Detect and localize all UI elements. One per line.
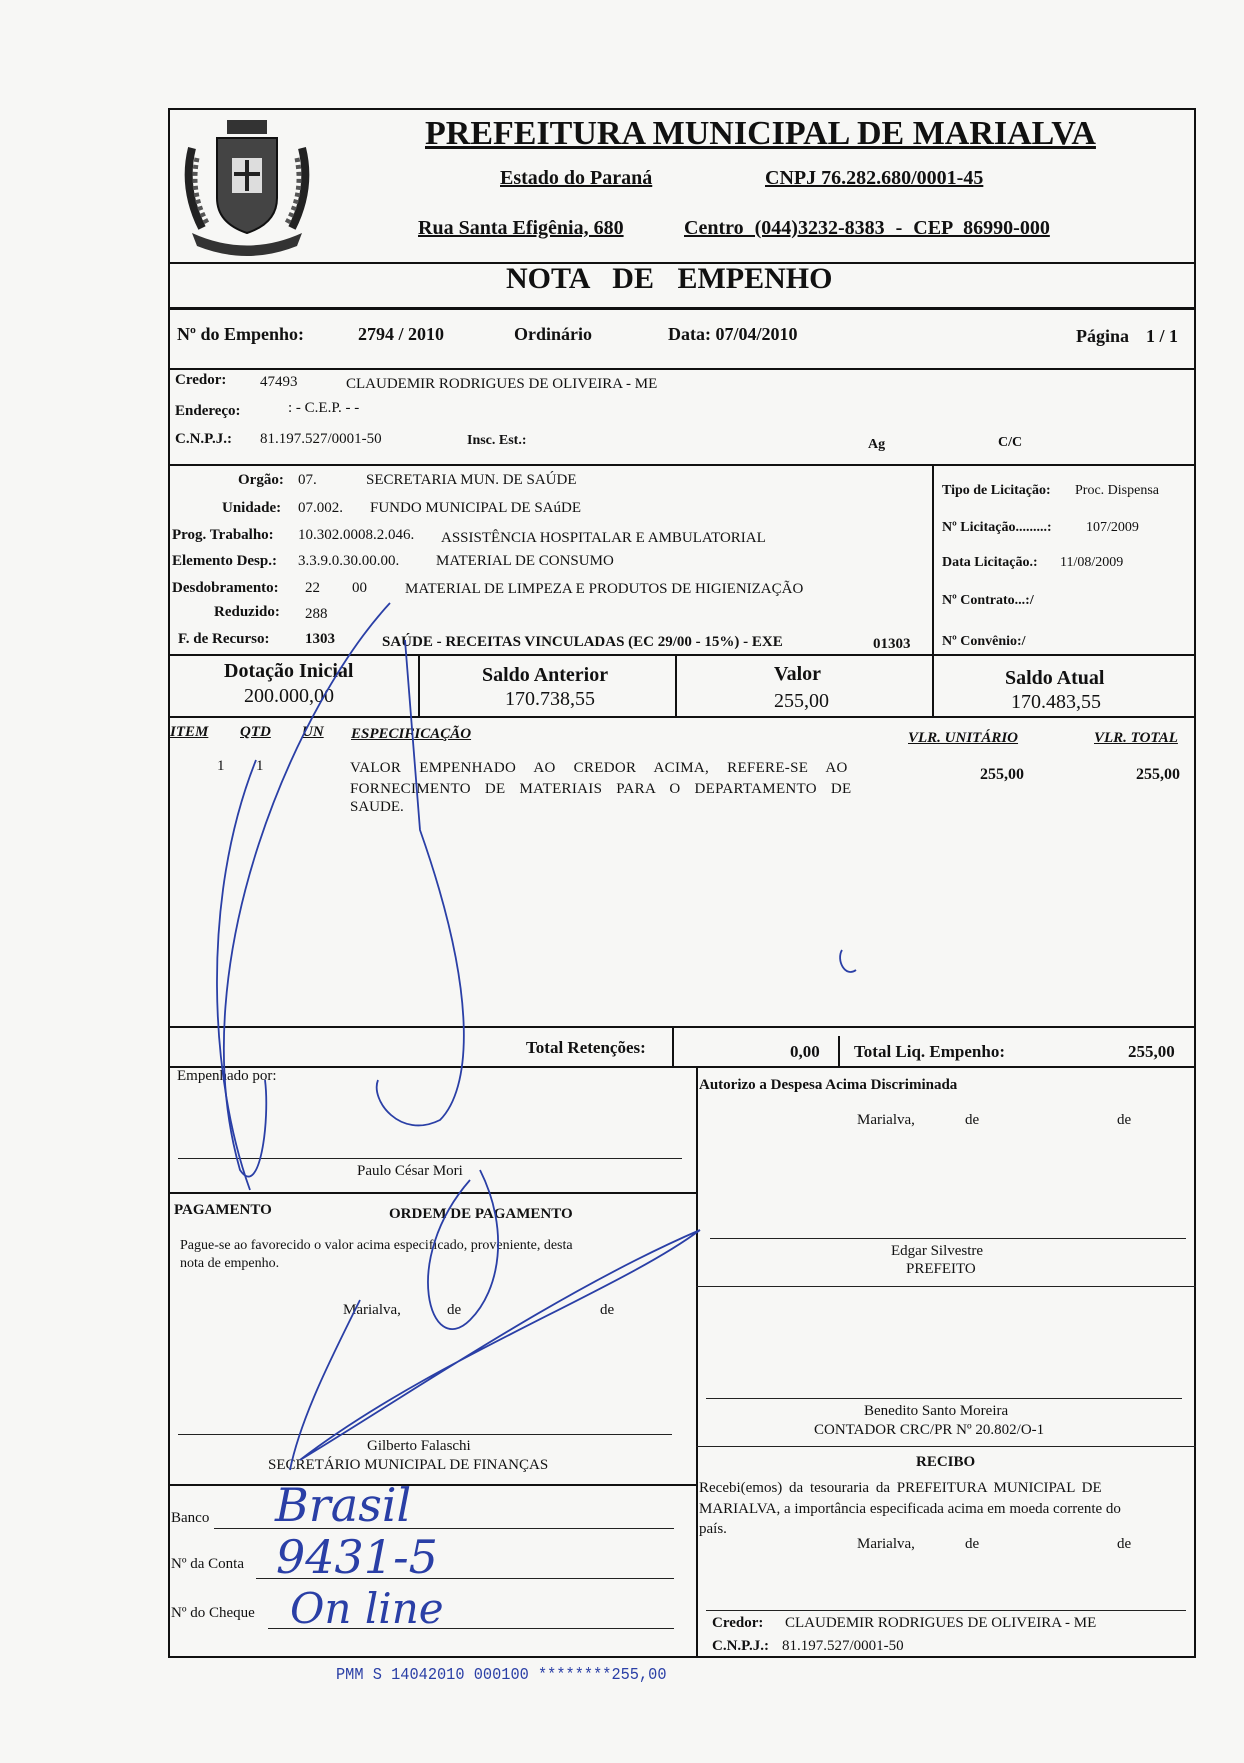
unidade-label: Unidade: [222,500,282,516]
contador-name: Benedito Santo Moreira [864,1403,1009,1419]
desdobramento-name: MATERIAL DE LIMPEZA E PRODUTOS DE HIGIENIZAÇÃO [405,581,804,597]
prefeito-title: PREFEITO [906,1261,976,1277]
item-qtd: 1 [256,758,264,774]
desdobramento-code2: 00 [352,580,367,596]
col-vlr-unitario: VLR. UNITÁRIO [908,730,1019,746]
place-date-2: Marialva, [343,1302,401,1318]
empenhado-name: Paulo César Mori [357,1163,463,1179]
col-especificacao: ESPECIFICAÇÃO [351,726,472,742]
reduzido-value: 288 [305,606,328,622]
recibo-credor-label: Credor: [712,1615,764,1631]
place-date-1: Marialva, [857,1112,915,1128]
empenho-date: Data: 07/04/2010 [668,324,798,344]
col-item: ITEM [170,724,209,740]
saldo-atual-value: 170.483,55 [1011,691,1101,713]
place-date-3: Marialva, [857,1536,915,1552]
header-address: Centro (044)3232-8383 - CEP 86990-000 [684,217,1050,239]
header-cnpj: CNPJ 76.282.680/0001-45 [765,167,984,189]
empenhado-label: Empenhado por: [177,1068,277,1084]
state-name: Estado do Paraná [500,167,653,189]
credor-code: 47493 [260,374,298,390]
conta-handwritten: 9431-5 [276,1530,438,1584]
item-unit-value: 255,00 [980,766,1024,783]
num-licitacao: 107/2009 [1086,520,1139,535]
de-2a: de [447,1302,462,1318]
item-number: 1 [217,758,225,774]
page-number: 1 / 1 [1146,326,1179,346]
prefeito-name: Edgar Silvestre [891,1243,984,1259]
ag-label: Ag [868,437,886,452]
prog-label: Prog. Trabalho: [172,527,274,543]
data-licitacao: 11/08/2009 [1060,555,1124,570]
col-qtd: QTD [240,724,271,740]
item-espec-line1: VALOR EMPENHADO AO CREDOR ACIMA, REFERE-SE AO [350,760,848,776]
orgao-name: SECRETARIA MUN. DE SAÚDE [366,472,577,488]
recurso-name: SAÚDE - RECEITAS VINCULADAS (EC 29/00 - 15%) - EXE [382,634,783,650]
tipo-licitacao: Proc. Dispensa [1075,483,1159,498]
col-vlr-total: VLR. TOTAL [1094,730,1178,746]
secretario-name: Gilberto Falaschi [367,1438,471,1454]
endereco-label: Endereço: [175,403,241,419]
desdobramento-code1: 22 [305,580,320,596]
secretario-title: SECRETÁRIO MUNICIPAL DE FINANÇAS [268,1457,549,1473]
valor-label: Valor [774,663,822,685]
doc-title: NOTA DE EMPENHO [506,262,833,295]
empenho-number: 2794 / 2010 [358,324,445,344]
tipo-licitacao-label: Tipo de Licitação: [942,483,1051,498]
data-licitacao-label: Data Licitação.: [942,555,1038,570]
autorizo-text: Autorizo a Despesa Acima Discriminada [699,1077,958,1093]
item-espec-line3: SAUDE. [350,799,404,815]
dotacao-label: Dotação Inicial [224,660,354,682]
empenho-number-label: Nº do Empenho: [177,324,304,344]
recibo-line1: Recebi(emos) da tesouraria da PREFEITURA MUNICIPAL DE [699,1480,1102,1496]
recibo-cnpj-label: C.N.P.J.: [712,1638,769,1654]
credor-cnpj: 81.197.527/0001-50 [260,431,382,447]
dotacao-value: 200.000,00 [244,685,334,707]
col-un: UN [302,724,324,740]
cheque-handwritten: On line [290,1584,444,1633]
item-espec-line2: FORNECIMENTO DE MATERIAIS PARA O DEPARTAMENTO DE [350,781,852,797]
orgao-code: 07. [298,472,317,488]
valor-value: 255,00 [774,690,829,712]
total-retencoes-value: 0,00 [790,1042,820,1061]
recibo-line2: MARIALVA, a importância especificada acima em moeda corrente do [699,1501,1121,1517]
recibo-line3: país. [699,1521,727,1537]
de-3a: de [965,1536,980,1552]
page-label: Página [1076,326,1130,346]
recurso-code2: 01303 [873,636,911,652]
contrato-label: Nº Contrato...:/ [942,593,1034,608]
recibo-credor: CLAUDEMIR RODRIGUES DE OLIVEIRA - ME [785,1615,1097,1631]
cnpj-label: C.N.P.J.: [175,431,232,447]
conta-label: Nº da Conta [171,1556,244,1572]
de-3b: de [1117,1536,1132,1552]
insc-est-label: Insc. Est.: [467,433,527,448]
unidade-name: FUNDO MUNICIPAL DE SAúDE [370,500,581,516]
pagamento-label: PAGAMENTO [174,1202,272,1218]
banco-label: Banco [171,1510,210,1526]
credor-label: Credor: [175,372,227,388]
prog-name: ASSISTÊNCIA HOSPITALAR E AMBULATORIAL [441,530,766,546]
recibo-cnpj: 81.197.527/0001-50 [782,1638,904,1654]
reduzido-label: Reduzido: [214,604,280,620]
recurso-label: F. de Recurso: [178,631,270,647]
header-street: Rua Santa Efigênia, 680 [418,217,624,239]
num-licitacao-label: Nº Licitação.........: [942,520,1052,535]
total-liq-value: 255,00 [1128,1042,1175,1061]
ordem-pagamento-label: ORDEM DE PAGAMENTO [389,1206,573,1222]
de-1b: de [1117,1112,1132,1128]
desdobramento-label: Desdobramento: [172,580,279,596]
orgao-label: Orgão: [238,472,284,488]
unidade-code: 07.002. [298,500,343,516]
saldo-anterior-value: 170.738,55 [505,688,595,710]
elemento-code: 3.3.9.0.30.00.00. [298,553,400,569]
pague-line2: nota de empenho. [180,1256,280,1271]
item-total-value: 255,00 [1136,766,1180,783]
elemento-name: MATERIAL DE CONSUMO [436,553,614,569]
cheque-label: Nº do Cheque [171,1605,255,1621]
de-2b: de [600,1302,615,1318]
prog-code: 10.302.0008.2.046. [298,527,415,543]
cc-label: C/C [998,435,1023,450]
recurso-code: 1303 [305,631,335,647]
contador-title: CONTADOR CRC/PR Nº 20.802/O-1 [814,1422,1045,1438]
total-retencoes-label: Total Retenções: [526,1038,646,1057]
credor-name: CLAUDEMIR RODRIGUES DE OLIVEIRA - ME [346,376,658,392]
de-1a: de [965,1112,980,1128]
saldo-anterior-label: Saldo Anterior [482,664,609,686]
convenio-label: Nº Convênio:/ [942,634,1026,649]
pague-line1: Pague-se ao favorecido o valor acima especificado, proveniente, desta [180,1238,573,1253]
payment-stamp: PMM S 14042010 000100 ********255,00 [336,1666,667,1685]
recibo-title: RECIBO [916,1454,976,1470]
elemento-label: Elemento Desp.: [172,553,277,569]
saldo-atual-label: Saldo Atual [1005,667,1105,689]
empenho-type: Ordinário [514,324,593,344]
prefeitura-title: PREFEITURA MUNICIPAL DE MARIALVA [425,115,1096,152]
banco-handwritten: Brasil [275,1478,412,1532]
total-liq-label: Total Liq. Empenho: [854,1042,1005,1061]
endereco-value: : - C.E.P. - - [288,400,360,416]
